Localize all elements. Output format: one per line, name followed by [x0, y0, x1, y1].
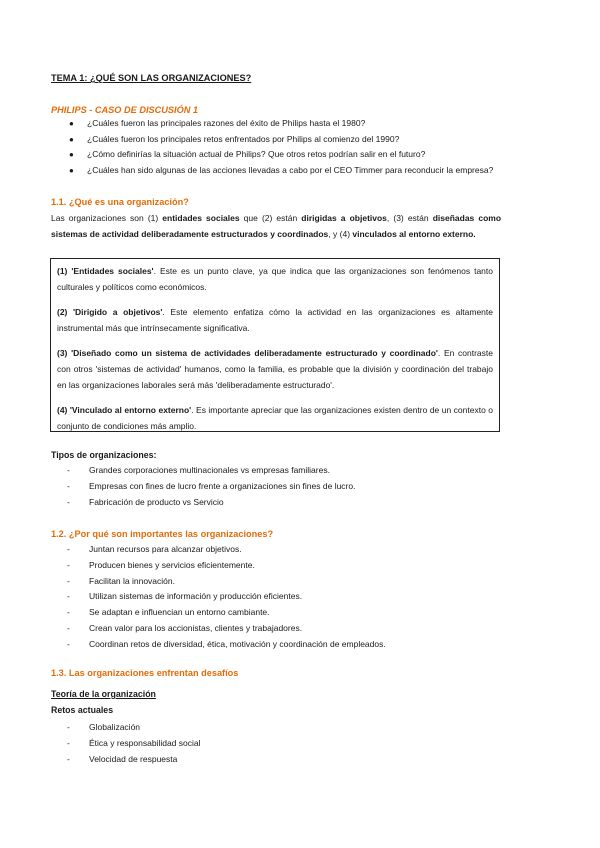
tipos-heading: Tipos de organizaciones: — [51, 450, 157, 460]
bullet-icon: ● — [69, 150, 74, 160]
intro-paragraph: Las organizaciones son (1) entidades sociales que (2) están dirigidas a objetivos, (3) están diseñadas como sistemas de actividad deliberadamente estructurados y coordinados, y (4) vinculados al entorno externo. — [51, 213, 502, 239]
box-paragraph-1: (1) 'Entidades sociales'. Este es un punto clave, ya que indica que las organizaciones son fenómenos tanto culturales y políticos como económicos. — [57, 266, 493, 292]
box-paragraph-4: (4) 'Vinculado al entorno externo'. Es importante apreciar que las organizaciones existen dentro de un contexto o conjunto de condiciones más amplio. — [57, 405, 493, 431]
list-item: - Velocidad de respuesta — [51, 752, 201, 768]
bullet-icon: ● — [69, 165, 74, 175]
box-paragraph-2: (2) 'Dirigido a objetivos'. Este elemento enfatiza cómo la actividad en las organizaciones es altamente instrumental más que intrínsecamente significativa. — [57, 307, 493, 333]
dash-icon: - — [67, 622, 70, 633]
dash-icon: - — [67, 496, 70, 507]
retos-heading: Retos actuales — [51, 705, 114, 715]
list-item: - Empresas con fines de lucro frente a organizaciones sin fines de lucro. — [51, 479, 355, 495]
box-paragraph-3: (3) 'Diseñado como un sistema de actividades deliberadamente estructurado y coordinado'. En contraste con otros 'sistemas de actividad' humanos, como la familia, es probable que la división y coordinación del trabajo en las organizaciones laborales será más 'deliberadamente estructurado'. — [57, 348, 493, 390]
dash-icon: - — [67, 575, 70, 586]
list-item: - Se adaptan e influencian un entorno cambiante. — [51, 605, 386, 621]
dash-icon: - — [67, 480, 70, 491]
dash-icon: - — [67, 544, 70, 554]
importance-list — [51, 542, 386, 653]
list-item: - Facilitan la innovación. — [51, 574, 386, 590]
dash-icon: - — [67, 753, 70, 764]
list-item: - Producen bienes y servicios eficientemente. — [51, 558, 386, 574]
list-item: ● ¿Cuáles fueron los principales retos enfrentados por Philips al comienzo del 1990? — [51, 132, 493, 148]
list-item: - Fabricación de producto vs Servicio — [51, 495, 355, 511]
teoria-heading: Teoría de la organización — [51, 689, 156, 699]
dash-icon: - — [67, 559, 70, 570]
case-heading: PHILIPS - CASO DE DISCUSIÓN 1 — [51, 105, 199, 115]
list-item: - Ética y responsabilidad social — [51, 736, 201, 752]
dash-icon: - — [67, 722, 70, 732]
list-item: - Globalización — [51, 720, 201, 736]
retos-list — [51, 720, 201, 767]
document-title: TEMA 1: ¿QUÉ SON LAS ORGANIZACIONES? — [51, 73, 252, 83]
dash-icon: - — [67, 465, 70, 475]
list-item: - Grandes corporaciones multinacionales vs empresas familiares. — [51, 463, 355, 479]
dash-icon: - — [67, 737, 70, 748]
definition-box — [50, 258, 500, 432]
list-item: - Crean valor para los accionistas, clientes y trabajadores. — [51, 621, 386, 637]
list-item: ● ¿Cuáles fueron las principales razones del éxito de Philips hasta el 1980? — [51, 116, 493, 132]
section-heading-1-1: 1.1. ¿Qué es una organización? — [51, 197, 189, 207]
list-item: - Utilizan sistemas de información y producción eficientes. — [51, 589, 386, 605]
list-item: - Coordinan retos de diversidad, ética, motivación y coordinación de empleados. — [51, 637, 386, 653]
bullet-icon: ● — [69, 119, 74, 128]
list-item: - Juntan recursos para alcanzar objetivos. — [51, 542, 386, 558]
tipos-list — [51, 463, 355, 510]
section-heading-1-3: 1.3. Las organizaciones enfrentan desafíos — [51, 668, 239, 678]
list-item: ● ¿Cómo definirías la situación actual de Philips? Que otros retos podrían salir en el futuro? — [51, 147, 493, 163]
dash-icon: - — [67, 591, 70, 602]
section-heading-1-2: 1.2. ¿Por qué son importantes las organizaciones? — [51, 529, 274, 539]
bullet-icon: ● — [69, 134, 74, 144]
dash-icon: - — [67, 638, 70, 649]
list-item: ● ¿Cuáles han sido algunas de las acciones llevadas a cabo por el CEO Timmer para reconducir la empresa? — [51, 163, 493, 179]
dash-icon: - — [67, 607, 70, 618]
case-questions-list — [51, 116, 493, 178]
